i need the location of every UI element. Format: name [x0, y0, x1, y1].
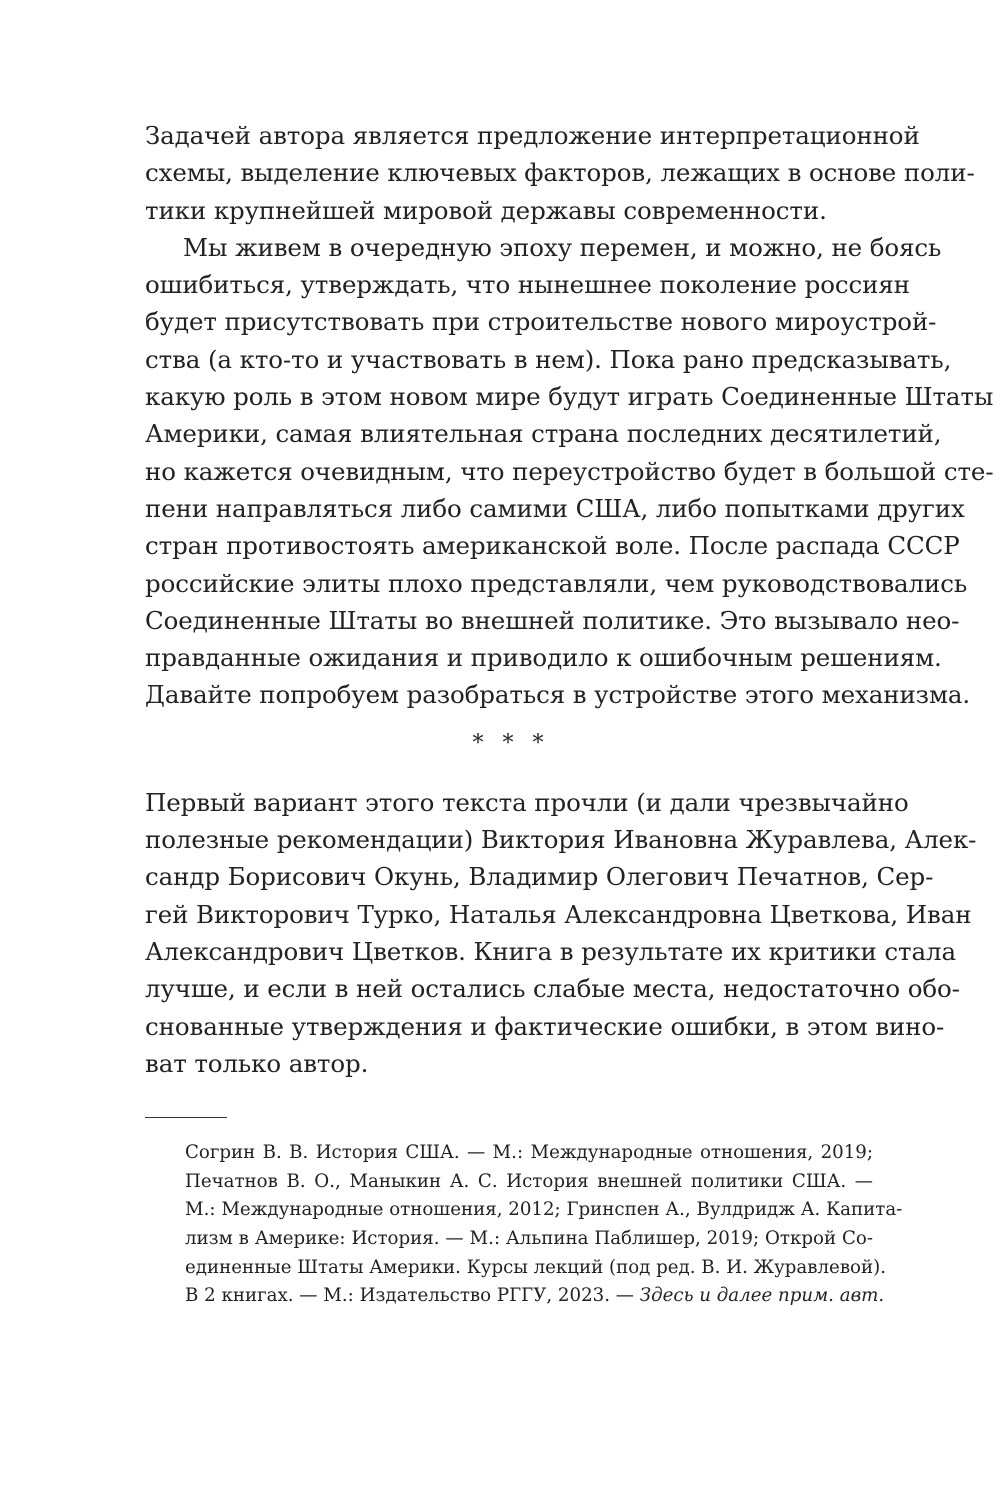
text-line: российские элиты плохо представляли, чем руководствовались: [145, 568, 968, 598]
text-line: но кажется очевидным, что переустройство будет в большой сте-: [145, 456, 994, 486]
text-line: ошибиться, утверждать, что нынешнее поколение россиян: [145, 270, 910, 300]
footnote: [145, 1139, 903, 1311]
footnote-divider: [145, 1117, 227, 1118]
text-line: снованные утверждения и фактические ошибки, в этом вино-: [145, 1011, 945, 1041]
text-line: тики крупнейшей мировой державы современности.: [145, 195, 827, 225]
text-line: ват только автор.: [145, 1048, 369, 1078]
section-break-asterisks: * * *: [472, 730, 550, 756]
text-line: стран противостоять американской воле. После распада СССР: [145, 531, 960, 561]
text-line: Первый вариант этого текста прочли (и дали чрезвычайно: [145, 787, 909, 817]
text-line: сандр Борисович Окунь, Владимир Олегович Печатнов, Сер-: [145, 862, 934, 892]
page-body: [145, 117, 994, 1311]
footnote-last-line: [185, 1282, 885, 1311]
text-line: Америки, самая влиятельная страна последних десятилетий,: [145, 419, 942, 449]
text-line: правданные ожидания и приводило к ошибочным решениям.: [145, 643, 942, 673]
text-line: Задачей автора является предложение интерпретационной: [145, 121, 920, 150]
text-line: пени направляться либо самими США, либо попытками других: [145, 493, 965, 523]
paragraph-author-task: [145, 117, 975, 229]
text-line: ства (а кто-то и участвовать в нем). Пока рано предсказывать,: [145, 344, 952, 374]
footnote-line-text: В 2 книгах. — М.: Издательство РГГУ, 2023. —: [185, 1285, 634, 1307]
footnote-line: единенные Штаты Америки. Курсы лекций (под ред. В. И. Журавлевой).: [185, 1256, 887, 1278]
text-line: схемы, выделение ключевых факторов, лежащих в основе поли-: [145, 158, 975, 188]
text-line: полезные рекомендации) Виктория Ивановна Журавлева, Алек-: [145, 825, 977, 855]
text-line: будет присутствовать при строительстве нового мироустрой-: [145, 307, 937, 337]
footnote-line: Печатнов В. О., Маныкин А. С. История внешней политики США. —: [185, 1170, 873, 1192]
text-line: Давайте попробуем разобраться в устройстве этого механизма.: [145, 680, 971, 710]
paragraph-acknowledgements: [145, 784, 977, 1082]
paragraph-epoch-of-change: [145, 229, 994, 714]
text-line: Александрович Цветков. Книга в результате их критики стала: [145, 936, 956, 966]
footnote-line: Согрин В. В. История США. — М.: Международные отношения, 2019;: [185, 1142, 873, 1164]
text-line: какую роль в этом новом мире будут играть Соединенные Штаты: [145, 382, 994, 412]
text-line: Соединенные Штаты во внешней политике. Это вызывало нео-: [145, 605, 960, 635]
footnote-author-note: Здесь и далее прим. авт.: [639, 1285, 885, 1307]
text-line: гей Викторович Турко, Наталья Александровна Цветкова, Иван: [145, 899, 972, 929]
footnote-line: лизм в Америке: История. — М.: Альпина Паблишер, 2019; Открой Со-: [185, 1227, 873, 1249]
footnote-line: М.: Международные отношения, 2012; Гринспен А., Вулдридж А. Капита-: [185, 1199, 903, 1221]
text-line: лучше, и если в ней остались слабые места, недостаточно обо-: [145, 974, 960, 1004]
text-line: Мы живем в очередную эпоху перемен, и можно, не боясь: [183, 232, 942, 262]
